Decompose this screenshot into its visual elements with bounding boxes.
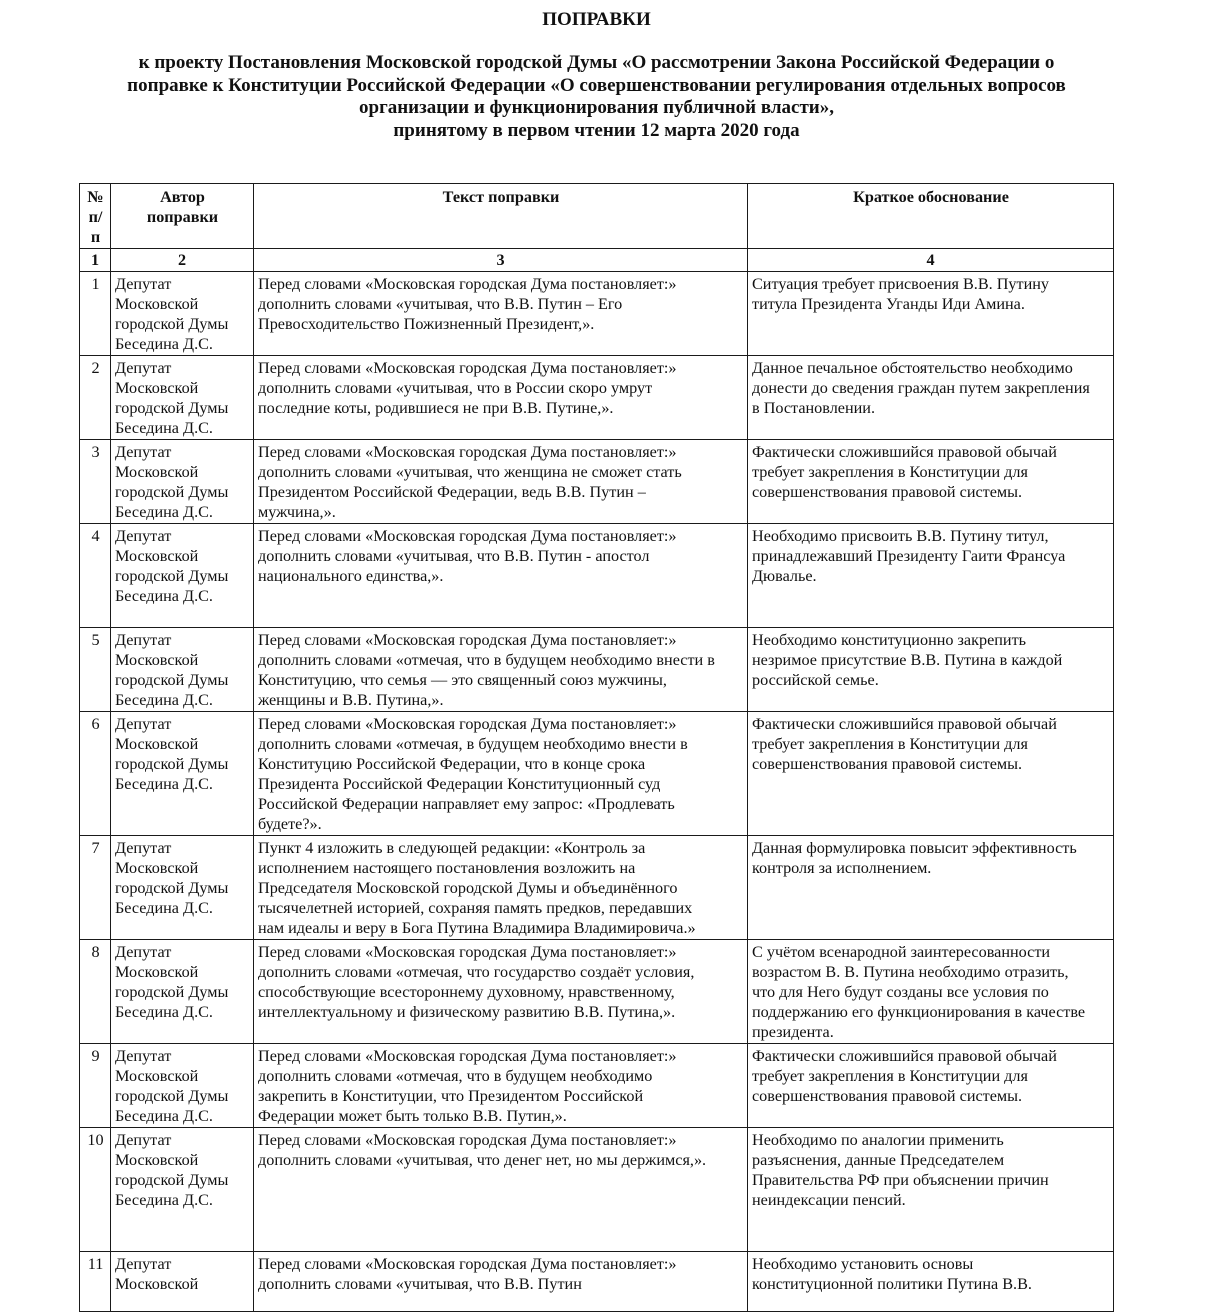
row-number: 8 (80, 940, 111, 1044)
row-amendment-text: Перед словами «Московская городская Дума постановляет:» дополнить словами «отмечая, в будущем необходимо внести в Конституцию Российской Федерации, что в конце срока Президента Российской Федерации Конституционный суд Российской Федерации направляет ему запрос: «Продлевать будете?». (254, 712, 748, 836)
row-number: 3 (80, 440, 111, 524)
row-amendment-text: Перед словами «Московская городская Дума постановляет:» дополнить словами «учитывая, что В.В. Путин – Его Превосходительство Пожизненный Президент,». (254, 272, 748, 356)
row-justification: Данная формулировка повысит эффективность контроля за исполнением. (748, 836, 1114, 940)
table-row (80, 1252, 1114, 1312)
row-justification: Необходимо по аналогии применить разъяснения, данные Председателем Правительства РФ при объяснении причин неиндексации пенсий. (748, 1128, 1114, 1252)
subtitle-line: организации и функционирования публичной власти», (359, 97, 834, 118)
row-amendment-text: Перед словами «Московская городская Дума постановляет:» дополнить словами «учитывая, что женщина не сможет стать Президентом Российской Федерации, ведь В.В. Путин – мужчина,». (254, 440, 748, 524)
row-number: 11 (80, 1252, 111, 1312)
table-row (80, 628, 1114, 712)
row-amendment-text: Перед словами «Московская городская Дума постановляет:» дополнить словами «учитывая, что В.В. Путин - апостол национального единства,». (254, 524, 748, 628)
row-author: Депутат Московской городской Думы Беседина Д.С. (111, 836, 254, 940)
document-title: ПОПРАВКИ (542, 9, 651, 30)
subtitle-line: к проекту Постановления Московской городской Думы «О рассмотрении Закона Российской Федерации о (138, 52, 1055, 73)
row-author: Депутат Московской городской Думы Беседина Д.С. (111, 272, 254, 356)
column-number: 4 (748, 249, 1114, 272)
header-num: № п/ п (80, 184, 111, 249)
row-amendment-text: Перед словами «Московская городская Дума постановляет:» дополнить словами «учитывая, что В.В. Путин (254, 1252, 748, 1312)
table-row (80, 524, 1114, 628)
row-justification: Данное печальное обстоятельство необходимо донести до сведения граждан путем закрепления в Постановлении. (748, 356, 1114, 440)
row-amendment-text: Перед словами «Московская городская Дума постановляет:» дополнить словами «учитывая, что денег нет, но мы держимся,». (254, 1128, 748, 1252)
row-author: Депутат Московской (111, 1252, 254, 1312)
row-amendment-text: Пункт 4 изложить в следующей редакции: «Контроль за исполнением настоящего постановления возложить на Председателя Московской городской Думы и объединённого тысячелетней историей, сохраняя память предков, передавших нам идеалы и веру в Бога Путина Владимира Владимировича.» (254, 836, 748, 940)
column-number: 3 (254, 249, 748, 272)
row-amendment-text: Перед словами «Московская городская Дума постановляет:» дополнить словами «отмечая, что в будущем необходимо закрепить в Конституции, что Президентом Российской Федерации может быть только В.В. Путин,». (254, 1044, 748, 1128)
row-amendment-text: Перед словами «Московская городская Дума постановляет:» дополнить словами «отмечая, что государство создаёт условия, способствующие всестороннему духовному, нравственному, интеллектуальному и физическому развитию В.В. Путина,». (254, 940, 748, 1044)
table-row (80, 272, 1114, 356)
column-number-row (80, 249, 1114, 272)
table-row (80, 836, 1114, 940)
column-number: 1 (80, 249, 111, 272)
table-row (80, 440, 1114, 524)
row-author: Депутат Московской городской Думы Беседина Д.С. (111, 440, 254, 524)
table-row (80, 1128, 1114, 1252)
header-text: Текст поправки (254, 184, 748, 249)
row-justification: Ситуация требует присвоения В.В. Путину титула Президента Уганды Иди Амина. (748, 272, 1114, 356)
subtitle-line: принятому в первом чтении 12 марта 2020 года (393, 119, 800, 141)
row-number: 4 (80, 524, 111, 628)
column-number: 2 (111, 249, 254, 272)
row-justification: Фактически сложившийся правовой обычай требует закрепления в Конституции для совершенствования правовой системы. (748, 712, 1114, 836)
row-author: Депутат Московской городской Думы Беседина Д.С. (111, 712, 254, 836)
row-justification: Необходимо присвоить В.В. Путину титул, принадлежавший Президенту Гаити Франсуа Дювалье. (748, 524, 1114, 628)
row-justification: Необходимо установить основы конституционной политики Путина В.В. (748, 1252, 1114, 1312)
row-number: 5 (80, 628, 111, 712)
table-row (80, 940, 1114, 1044)
row-number: 7 (80, 836, 111, 940)
row-number: 6 (80, 712, 111, 836)
subtitle-line: поправке к Конституции Российской Федерации «О совершенствовании регулирования отдельных вопросов (127, 74, 1066, 96)
row-number: 2 (80, 356, 111, 440)
header-reason: Краткое обоснование (748, 184, 1114, 249)
header-author: Автор поправки (111, 184, 254, 249)
row-author: Депутат Московской городской Думы Беседина Д.С. (111, 524, 254, 628)
table-row (80, 712, 1114, 836)
document-subtitle (60, 52, 1133, 142)
row-author: Депутат Московской городской Думы Беседина Д.С. (111, 356, 254, 440)
table-row (80, 1044, 1114, 1128)
table-header-row (80, 184, 1114, 249)
row-number: 10 (80, 1128, 111, 1252)
amendments-table (79, 183, 1114, 1312)
row-author: Депутат Московской городской Думы Беседина Д.С. (111, 628, 254, 712)
row-author: Депутат Московской городской Думы Беседина Д.С. (111, 1128, 254, 1252)
row-number: 1 (80, 272, 111, 356)
row-author: Депутат Московской городской Думы Беседина Д.С. (111, 1044, 254, 1128)
row-justification: Необходимо конституционно закрепить незримое присутствие В.В. Путина в каждой российской семье. (748, 628, 1114, 712)
row-number: 9 (80, 1044, 111, 1128)
row-justification: С учётом всенародной заинтересованности возрастом В. В. Путина необходимо отразить, что для Него будут созданы все условия по поддержанию его функционирования в качестве президента. (748, 940, 1114, 1044)
row-justification: Фактически сложившийся правовой обычай требует закрепления в Конституции для совершенствования правовой системы. (748, 1044, 1114, 1128)
row-justification: Фактически сложившийся правовой обычай требует закрепления в Конституции для совершенствования правовой системы. (748, 440, 1114, 524)
row-author: Депутат Московской городской Думы Беседина Д.С. (111, 940, 254, 1044)
row-amendment-text: Перед словами «Московская городская Дума постановляет:» дополнить словами «отмечая, что в будущем необходимо внести в Конституцию, что семья — это священный союз мужчины, женщины и В.В. Путина,». (254, 628, 748, 712)
row-amendment-text: Перед словами «Московская городская Дума постановляет:» дополнить словами «учитывая, что в России скоро умрут последние коты, родившиеся не при В.В. Путине,». (254, 356, 748, 440)
table-row (80, 356, 1114, 440)
